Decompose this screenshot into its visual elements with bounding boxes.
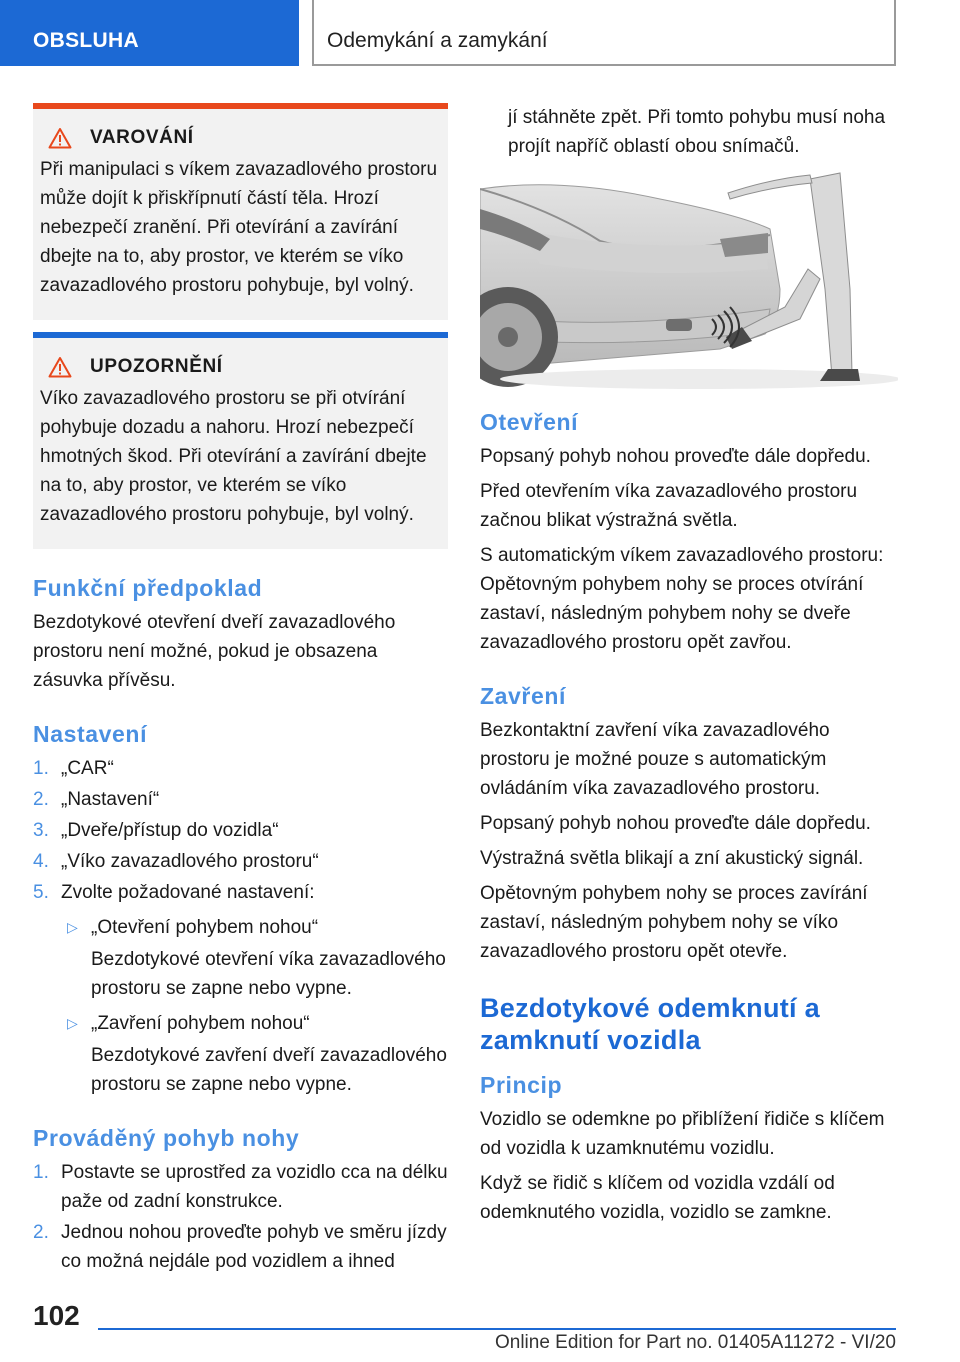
movement-step [33, 1158, 448, 1216]
option-label: „Zavření pohybem nohou“ [91, 1013, 310, 1034]
footer-divider [98, 1328, 896, 1330]
step-number: 4. [33, 851, 49, 872]
warning-triangle-icon [48, 127, 72, 149]
settings-step [33, 785, 448, 814]
chapter-title: Odemykání a zamykání [327, 29, 548, 52]
settings-option [61, 913, 448, 942]
contactless-heading: Bezdotykové odemknutí a zamknutí vozidla [480, 993, 820, 1055]
settings-heading: Nastavení [33, 721, 148, 747]
step-text: Postavte se uprostřed za vozidlo cca na délku paže od zadní konstrukce. [61, 1162, 448, 1212]
movement-continuation: jí stáhněte zpět. Při tomto pohybu musí noha projít napříč oblastí obou snímačů. [508, 107, 886, 157]
caution-triangle-icon [48, 356, 72, 378]
warning-title: VAROVÁNÍ [90, 127, 194, 148]
option-marker-icon: ▷ [67, 1015, 78, 1031]
caution-title: UPOZORNĚNÍ [90, 356, 223, 377]
step-number: 1. [33, 1162, 49, 1183]
movement-list [33, 1158, 448, 1276]
closing-paragraph: Opětovným pohybem nohy se proces zavírání zastaví, následným pohybem nohy se víko zavazadlového prostoru opět otevře. [480, 883, 868, 962]
step-text: „CAR“ [61, 758, 114, 779]
settings-option [61, 1009, 448, 1038]
principle-paragraph: Vozidlo se odemkne po přiblížení řidiče s klíčem od vozidla k uzamknutému vozidlu. [480, 1109, 885, 1159]
step-text: „Dveře/přístup do vozidla“ [61, 820, 279, 841]
step-text: „Nastavení“ [61, 789, 160, 810]
movement-step [33, 1218, 448, 1276]
opening-heading: Otevření [480, 409, 579, 435]
settings-step [33, 878, 448, 907]
step-number: 1. [33, 758, 49, 779]
closing-paragraph: Popsaný pohyb nohou proveďte dále dopředu. [480, 813, 871, 834]
edition-note: Online Edition for Part no. 01405A11272 - VI/20 [494, 1332, 896, 1353]
page-number: 102 [33, 1300, 80, 1331]
step-text: Zvolte požadované nastavení: [61, 882, 315, 903]
opening-paragraph: Popsaný pohyb nohou proveďte dále dopředu. [480, 446, 871, 467]
closing-heading: Zavření [480, 683, 567, 709]
right-column [480, 103, 898, 1233]
step-number: 3. [33, 820, 49, 841]
chapter-header [312, 0, 896, 66]
prerequisite-text: Bezdotykové otevření dveří zavazadlového prostoru není možné, pokud je obsazena zásuvka přívěsu. [33, 612, 396, 691]
opening-paragraph: S automatickým víkem zavazadlového prostoru: Opětovným pohybem nohy se proces otvírání zastaví, následným pohybem nohy se dveře zavazadlového prostoru opět zavřou. [480, 545, 884, 653]
opening-paragraph: Před otevřením víka zavazadlového prostoru začnou blikat výstražná světla. [480, 481, 858, 531]
section-label: OBSLUHA [33, 29, 139, 52]
step-number: 5. [33, 882, 49, 903]
caution-text: Víko zavazadlového prostoru se při otvírání pohybuje dozadu a nahoru. Hrozí nebezpečí hmotných škod. Při otevírání a zavírání dbejte na to, aby prostor, ve kterém se víko zavazadlového prostoru pohybuje, byl volný. [40, 388, 427, 525]
settings-list [33, 754, 448, 1099]
step-number: 2. [33, 789, 49, 810]
caution-box [33, 332, 448, 549]
settings-step [33, 816, 448, 845]
option-label: „Otevření pohybem nohou“ [91, 917, 319, 938]
settings-step [33, 847, 448, 876]
option-description: Bezdotykové zavření dveří zavazadlového prostoru se zapne nebo vypne. [91, 1045, 447, 1095]
option-marker-icon: ▷ [67, 919, 78, 935]
section-tab [0, 0, 299, 66]
warning-text: Při manipulaci s víkem zavazadlového prostoru může dojít k přiskřípnutí částí těla. Hrozí nebezpečí zranění. Při otevírání a zavírání dbejte na to, aby prostor, ve kterém se víko zavazadlového prostoru pohybuje, byl volný. [40, 159, 438, 296]
closing-paragraph: Výstražná světla blikají a zní akustický signál. [480, 848, 864, 869]
step-number: 2. [33, 1222, 49, 1243]
warning-box [33, 103, 448, 320]
step-text: „Víko zavazadlového prostoru“ [61, 851, 319, 872]
warning-header [40, 127, 440, 149]
settings-step [33, 754, 448, 783]
movement-heading: Prováděný pohyb nohy [33, 1125, 300, 1151]
prerequisite-heading: Funkční předpoklad [33, 575, 263, 601]
caution-header [40, 356, 440, 378]
step-text: Jednou nohou proveďte pohyb ve směru jízdy co možná nejdále pod vozidlem a ihned [61, 1222, 447, 1272]
left-column [33, 103, 448, 1278]
foot-gesture-illustration [480, 169, 898, 393]
closing-paragraph: Bezkontaktní zavření víka zavazadlového prostoru je možné pouze s automatickým ovládáním víka zavazadlového prostoru. [480, 720, 830, 799]
option-description: Bezdotykové otevření víka zavazadlového prostoru se zapne nebo vypne. [91, 949, 446, 999]
principle-heading: Princip [480, 1072, 563, 1098]
principle-paragraph: Když se řidič s klíčem od vozidla vzdálí od odemknutého vozidla, vozidlo se zamkne. [480, 1173, 835, 1223]
